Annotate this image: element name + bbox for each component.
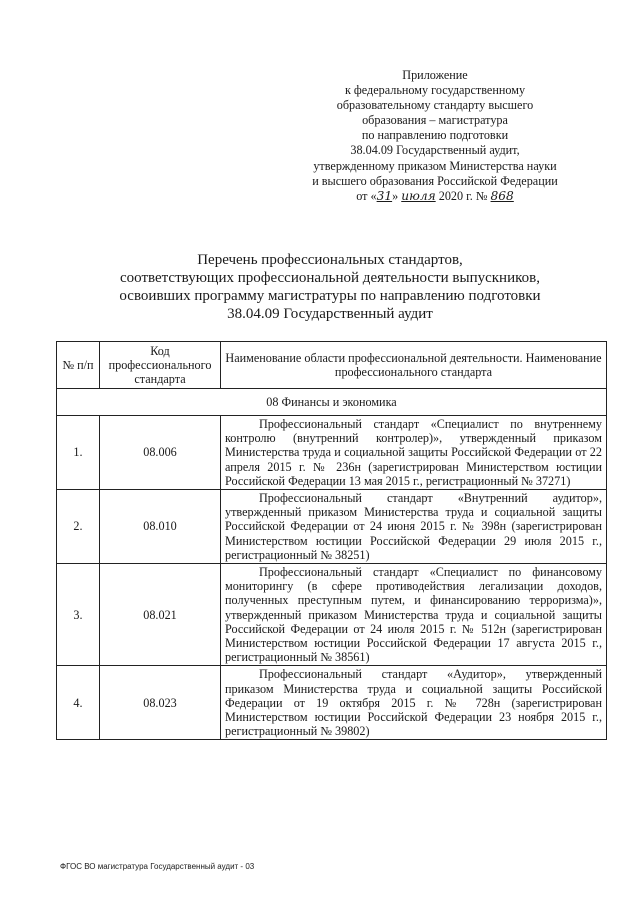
appendix-block [300, 68, 570, 204]
appendix-line: к федеральному государственному [344, 83, 526, 98]
row-standard-text: Профессиональный стандарт «Внутренний аудитор», утвержденный приказом Министерства труда и социальной защиты Российской Федерации от 24 июня 2015 г. № 398н (зарегистрирован Министерством юстиции Российской Федерации 29 июля 2015 г., регистрационный № 38251) [221, 490, 607, 564]
title-line: соответствующих профессиональной деятельности выпускников, [120, 270, 540, 286]
row-num: 2. [57, 490, 100, 564]
table-row [57, 564, 607, 666]
row-code: 08.010 [100, 490, 221, 564]
handwritten-order-number: 868 [490, 188, 514, 203]
appendix-line: образовательному стандарту высшего [336, 98, 534, 113]
handwritten-month: июля [401, 188, 436, 203]
header-name: Наименование области профессиональной деятельности. Наименование профессионального стандарта [221, 342, 607, 389]
title-line: 38.04.09 Государственный аудит [227, 306, 433, 322]
date-prefix: от « [356, 188, 377, 203]
row-standard-text: Профессиональный стандарт «Специалист по финансовому мониторингу (в сфере противодействия легализации доходов, полученных преступным путем, и финансированию терроризма)», утвержденный приказом Министерства труда и социальной защиты Российской Федерации от 24 июля 2015 г. № 512н (зарегистрирован Министерством юстиции Российской Федерации 17 августа 2015 г., регистрационный № 38561) [221, 564, 607, 666]
section-title: 08 Финансы и экономика [57, 389, 607, 416]
handwritten-day: 31 [376, 188, 393, 203]
date-mid: » [392, 188, 399, 203]
row-standard-text: Профессиональный стандарт «Специалист по внутреннему контролю (внутренний контролер)», утвержденный приказом Министерства труда и социальной защиты Российской Федерации от 22 апреля 2015 г. № 236н (зарегистрирован Министерством юстиции Российской Федерации 13 мая 2015 г., регистрационный № 37271) [221, 416, 607, 490]
table-header-row [57, 342, 607, 389]
title-line: Перечень профессиональных стандартов, [197, 252, 463, 268]
table-row [57, 490, 607, 564]
appendix-line: и высшего образования Российской Федерации [312, 173, 558, 188]
appendix-line: утвержденному приказом Министерства науки [313, 158, 557, 173]
date-year: 2020 г. № [438, 188, 488, 203]
row-code: 08.021 [100, 564, 221, 666]
appendix-line: Приложение [402, 68, 468, 82]
table-row [57, 416, 607, 490]
page-footer: ФГОС ВО магистратура Государственный аудит - 03 [60, 862, 255, 871]
appendix-line: образования – магистратура [362, 113, 508, 128]
row-num: 1. [57, 416, 100, 490]
row-num: 3. [57, 564, 100, 666]
appendix-line: по направлению подготовки [361, 128, 509, 143]
row-code: 08.006 [100, 416, 221, 490]
appendix-line: 38.04.09 Государственный аудит, [350, 143, 520, 158]
title-line: освоивших программу магистратуры по направлению подготовки [119, 288, 541, 304]
standards-table [56, 341, 607, 740]
row-num: 4. [57, 666, 100, 740]
order-date-line [300, 189, 570, 204]
row-code: 08.023 [100, 666, 221, 740]
header-code: Код профессионального стандарта [100, 342, 221, 389]
row-standard-text: Профессиональный стандарт «Аудитор», утвержденный приказом Министерства труда и социальной защиты Российской Федерации от 19 октября 2015 г. № 728н (зарегистрирован Министерством юстиции Российской Федерации 23 ноября 2015 г., регистрационный № 39802) [221, 666, 607, 740]
document-title [80, 251, 580, 323]
header-num: № п/п [57, 342, 100, 389]
table-row [57, 666, 607, 740]
section-row [57, 389, 607, 416]
